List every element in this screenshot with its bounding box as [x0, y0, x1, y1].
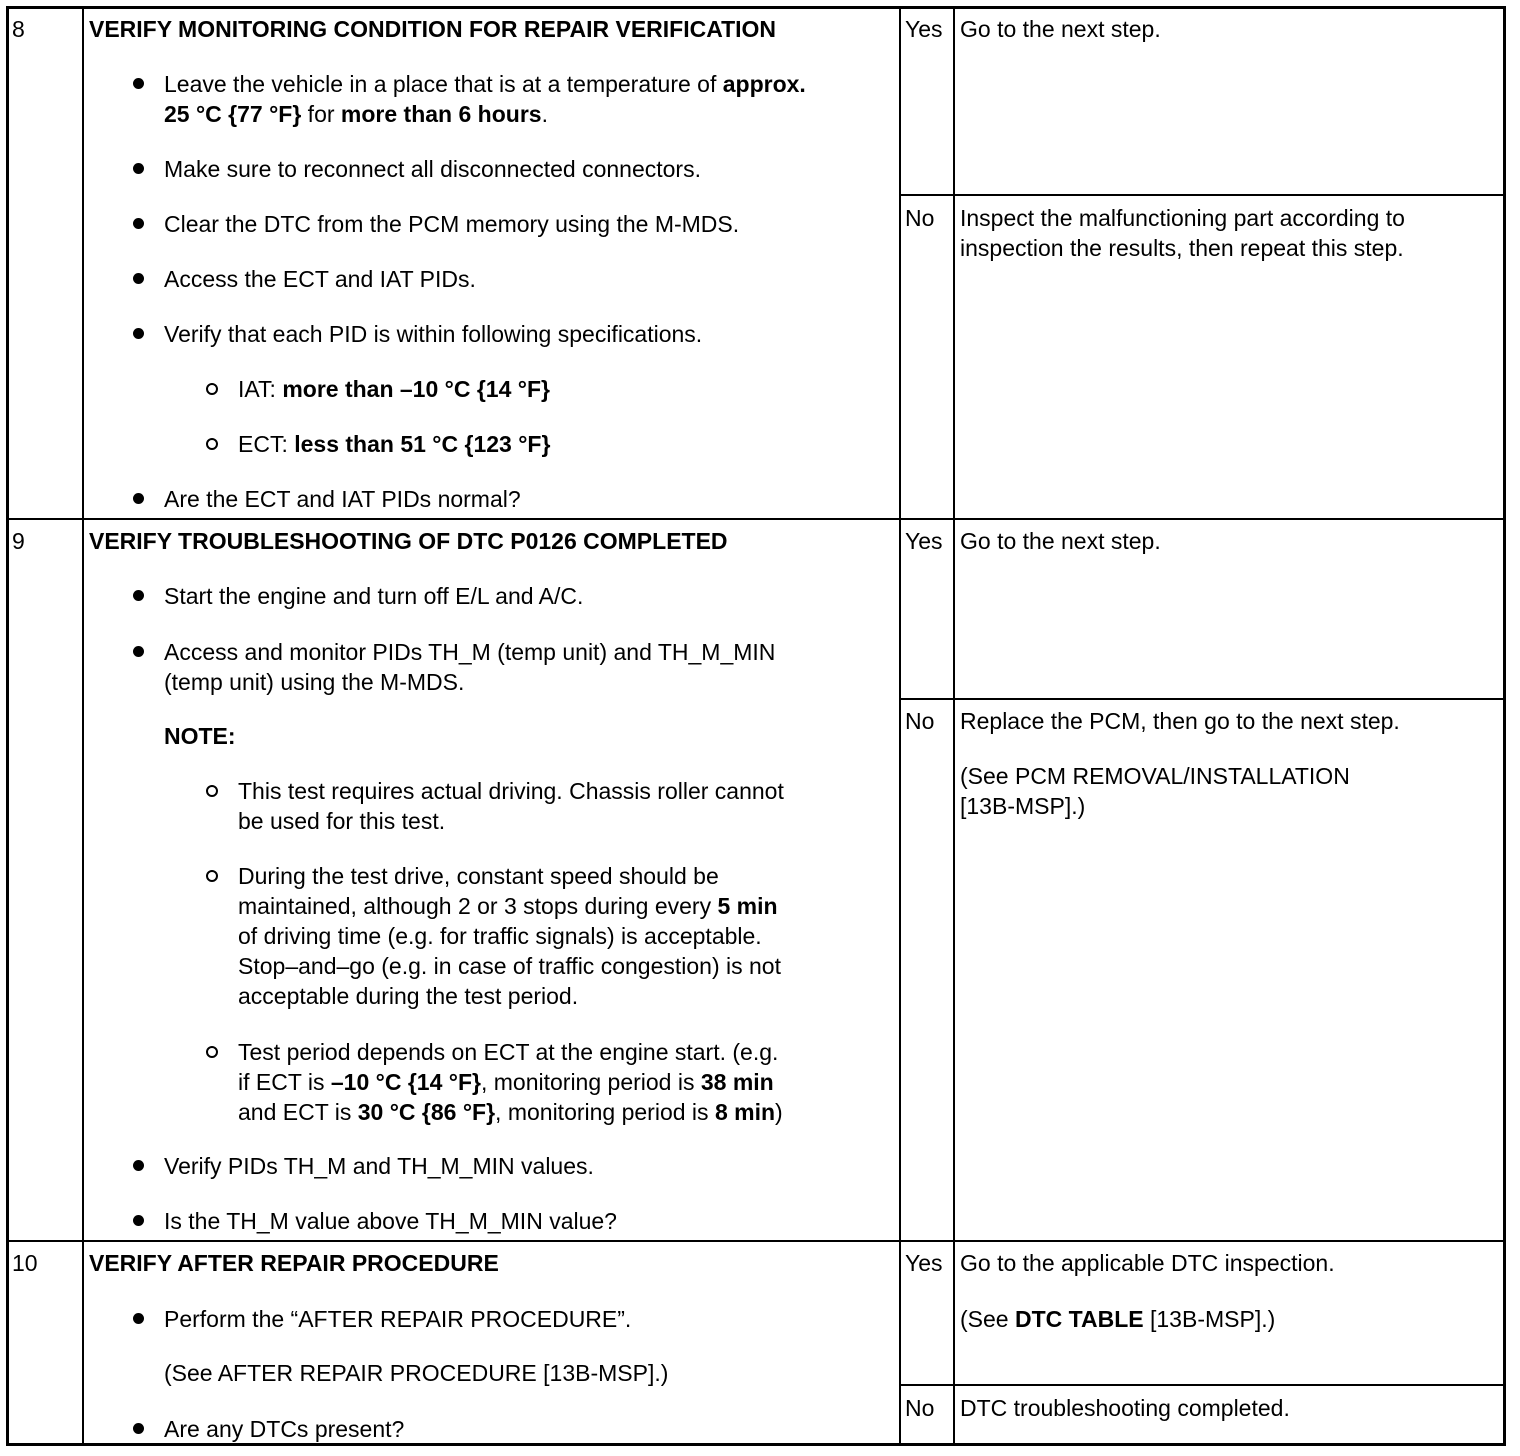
bullet-text: Access and monitor PIDs TH_M (temp unit) and TH_M_MIN	[164, 639, 776, 665]
bullet-icon	[133, 1313, 144, 1324]
yes-no-divider-8	[899, 194, 1506, 196]
yes-action: Go to the next step.	[960, 16, 1161, 42]
step-number: 10	[12, 1250, 38, 1276]
yes-label: Yes	[905, 528, 943, 554]
row-divider-9-10	[6, 1240, 1506, 1242]
bullet-text: Start the engine and turn off E/L and A/C.	[164, 583, 584, 609]
no-action-continued: inspection the results, then repeat this step.	[960, 235, 1404, 261]
step-number: 8	[12, 16, 25, 42]
note-text: Test period depends on ECT at the engine start. (e.g.	[238, 1039, 779, 1065]
yes-no-divider-9	[899, 698, 1506, 700]
no-reference: (See PCM REMOVAL/INSTALLATION	[960, 763, 1350, 789]
bullet-icon	[133, 328, 144, 339]
bullet-text-continued: 25 °C {77 °F} for more than 6 hours.	[164, 101, 548, 127]
bullet-text: Leave the vehicle in a place that is at a temperature of approx.	[164, 71, 806, 97]
bullet-text: Verify that each PID is within following specifications.	[164, 321, 703, 347]
sub-bullet-text: ECT: less than 51 °C {123 °F}	[238, 431, 551, 457]
bullet-icon	[133, 218, 144, 229]
yes-no-divider-10	[899, 1384, 1506, 1386]
note-text-continued: of driving time (e.g. for traffic signals) is acceptable.	[238, 923, 762, 949]
col-divider-number	[82, 6, 84, 1446]
bullet-icon	[133, 1215, 144, 1226]
step-number: 9	[12, 528, 25, 554]
sub-bullet-text: IAT: more than –10 °C {14 °F}	[238, 376, 550, 402]
note-text: This test requires actual driving. Chassis roller cannot	[238, 778, 784, 804]
bullet-icon	[133, 590, 144, 601]
bullet-text: Access the ECT and IAT PIDs.	[164, 266, 476, 292]
bullet-icon	[133, 273, 144, 284]
sub-bullet-icon	[206, 870, 218, 882]
step-title: VERIFY MONITORING CONDITION FOR REPAIR VERIFICATION	[89, 16, 777, 42]
note-text-continued: Stop–and–go (e.g. in case of traffic congestion) is not	[238, 953, 781, 979]
sub-bullet-icon	[206, 438, 218, 450]
bullet-text: Clear the DTC from the PCM memory using the M-MDS.	[164, 211, 740, 237]
sub-bullet-icon	[206, 383, 218, 395]
bullet-text: Make sure to reconnect all disconnected connectors.	[164, 156, 701, 182]
row-divider-8-9	[6, 518, 1506, 520]
no-label: No	[905, 205, 935, 231]
bullet-text: Is the TH_M value above TH_M_MIN value?	[164, 1208, 617, 1234]
bullet-icon	[133, 493, 144, 504]
bullet-icon	[133, 163, 144, 174]
bullet-text: Are any DTCs present?	[164, 1416, 405, 1442]
bullet-reference: (See AFTER REPAIR PROCEDURE [13B-MSP].)	[164, 1360, 669, 1386]
note-text-continued: be used for this test.	[238, 808, 446, 834]
step-title: VERIFY TROUBLESHOOTING OF DTC P0126 COMPLETED	[89, 528, 728, 554]
sub-bullet-icon	[206, 1046, 218, 1058]
yes-label: Yes	[905, 1250, 943, 1276]
no-action: Replace the PCM, then go to the next step.	[960, 708, 1400, 734]
bullet-text: Are the ECT and IAT PIDs normal?	[164, 486, 521, 512]
bullet-icon	[133, 1160, 144, 1171]
no-action: DTC troubleshooting completed.	[960, 1395, 1290, 1421]
note-text: During the test drive, constant speed should be	[238, 863, 719, 889]
no-label: No	[905, 1395, 935, 1421]
no-label: No	[905, 708, 935, 734]
col-divider-result	[953, 6, 955, 1446]
bullet-text: Verify PIDs TH_M and TH_M_MIN values.	[164, 1153, 594, 1179]
bullet-text-continued: (temp unit) using the M-MDS.	[164, 669, 465, 695]
sub-bullet-icon	[206, 785, 218, 797]
bullet-icon	[133, 646, 144, 657]
note-text-continued: and ECT is 30 °C {86 °F}, monitoring period is 8 min)	[238, 1099, 783, 1125]
bullet-text: Perform the “AFTER REPAIR PROCEDURE”.	[164, 1306, 632, 1332]
bullet-icon	[133, 1423, 144, 1434]
yes-action: Go to the next step.	[960, 528, 1161, 554]
yes-label: Yes	[905, 16, 943, 42]
bullet-icon	[133, 78, 144, 89]
col-divider-condition	[899, 6, 901, 1446]
step-title: VERIFY AFTER REPAIR PROCEDURE	[89, 1250, 499, 1276]
yes-action: Go to the applicable DTC inspection.	[960, 1250, 1335, 1276]
note-heading: NOTE:	[164, 723, 236, 749]
no-reference-continued: [13B-MSP].)	[960, 793, 1086, 819]
note-text-continued: acceptable during the test period.	[238, 983, 579, 1009]
no-action: Inspect the malfunctioning part according to	[960, 205, 1405, 231]
yes-reference: (See DTC TABLE [13B-MSP].)	[960, 1306, 1276, 1332]
note-text-continued: maintained, although 2 or 3 stops during every 5 min	[238, 893, 778, 919]
note-text-continued: if ECT is –10 °C {14 °F}, monitoring period is 38 min	[238, 1069, 774, 1095]
